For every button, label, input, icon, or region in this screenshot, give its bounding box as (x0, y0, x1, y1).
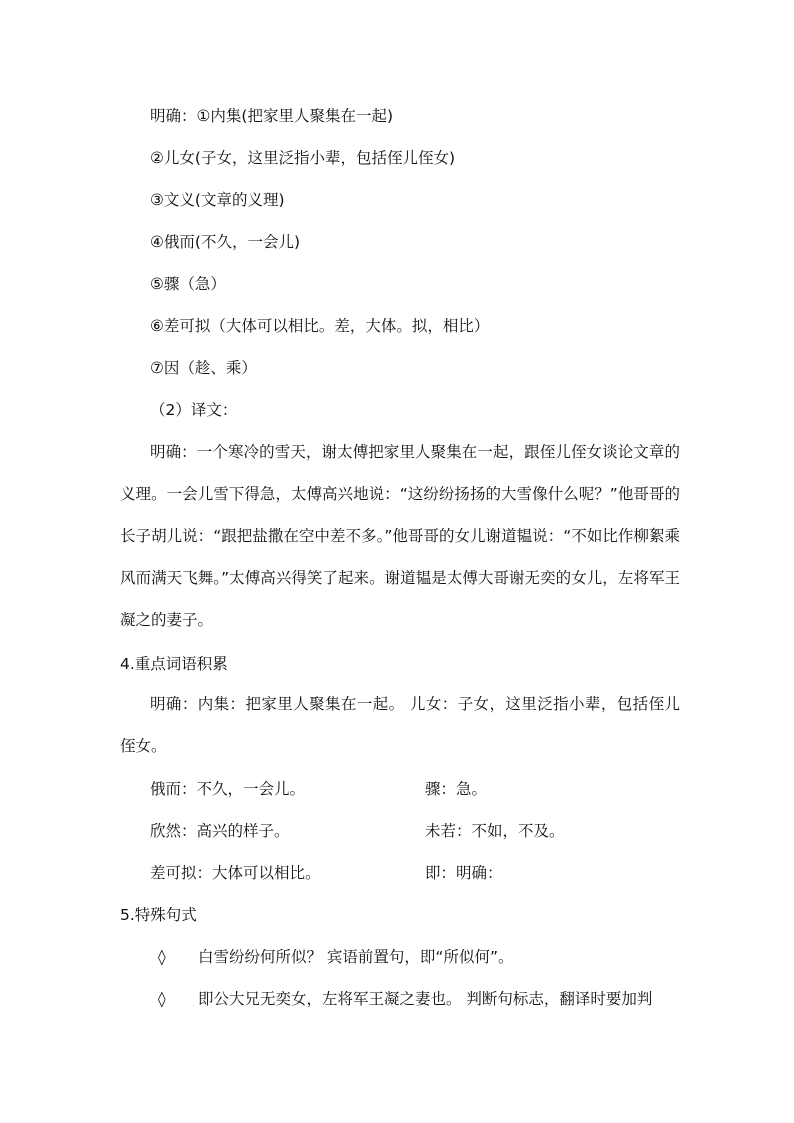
note-item: ⑥差可拟（大体可以相比。差，大体。拟，相比） (150, 317, 490, 335)
syntax-item-text: 即公大兄无奕女，左将军王凝之妻也。 判断句标志，翻译时要加判 (198, 990, 653, 1008)
translation-paragraph: 明确：一个寒冷的雪天，谢太傅把家里人聚集在一起，跟侄儿侄女谈论文章的义理。一会儿雪下得急，太傅高兴地说：“这纷纷扬扬的大雪像什么呢？”他哥哥的长子胡儿说：“跟把盐撒在空中差不多。”他哥哥的女儿谢道韫说：“不如比作柳絮乘风而满天飞舞。”太傅高兴得笑了起来。谢道韫是太傅大哥谢无奕的女儿，左将军王凝之的妻子。 (120, 443, 680, 629)
syntax-item-text: 白雪纷纷何所似？ 宾语前置句，即“所似何”。 (198, 948, 514, 966)
vocab-heading: 4.重点词语积累 (120, 655, 228, 673)
note-item: ②儿女(子女，这里泛指小辈，包括侄儿侄女) (150, 149, 455, 167)
syntax-item (158, 989, 652, 1009)
syntax-item (158, 947, 514, 967)
vocab-term: 未若：不如，不及。 (425, 822, 565, 840)
note-item: ④俄而(不久，一会儿) (150, 233, 300, 251)
note-item: ⑤骤（急） (150, 275, 226, 293)
vocab-term: 骤：急。 (425, 780, 488, 798)
vocab-term: 差可拟：大体可以相比。 (150, 864, 321, 882)
note-item: 明确：①内集(把家里人聚集在一起) (150, 107, 393, 125)
note-item: ⑦因（趁、乘） (150, 359, 257, 377)
vocab-term: 即：明确： (425, 864, 503, 882)
vocab-term: 欣然：高兴的样子。 (150, 822, 290, 840)
diamond-bullet-icon: ◊ (158, 990, 166, 1008)
vocab-intro: 明确：内集：把家里人聚集在一起。 儿女：子女，这里泛指小辈，包括侄儿侄女。 (120, 695, 680, 755)
syntax-heading: 5.特殊句式 (120, 906, 197, 924)
note-item: ③文义(文章的义理) (150, 191, 285, 209)
vocab-term: 俄而：不久，一会儿。 (150, 780, 306, 798)
translation-heading: （2）译文： (150, 401, 238, 419)
diamond-bullet-icon: ◊ (158, 948, 166, 966)
